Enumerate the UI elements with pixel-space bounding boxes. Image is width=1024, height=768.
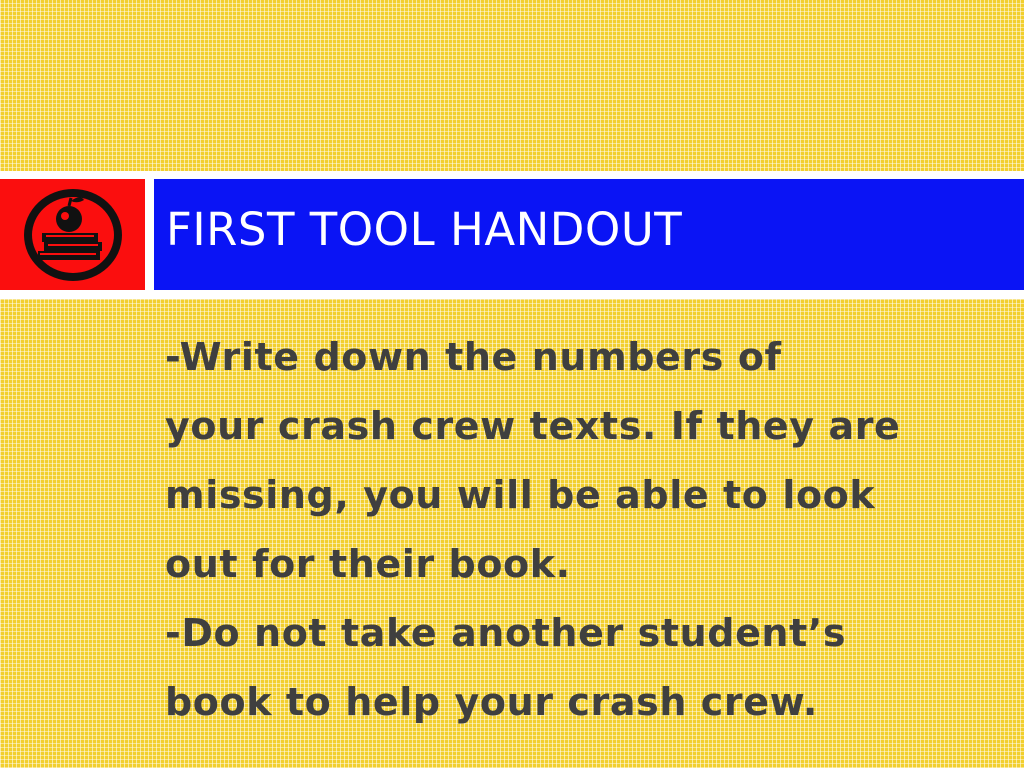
body-line: book to help your crash crew. — [165, 680, 818, 724]
body-line: -Write down the numbers of — [165, 335, 782, 379]
title-box — [154, 179, 1024, 290]
slide-body — [165, 323, 965, 737]
apple-and-books-icon — [20, 185, 126, 285]
slide-title: FIRST TOOL HANDOUT — [166, 203, 683, 256]
paragraph-write-down — [165, 323, 965, 599]
body-line: missing, you will be able to look — [165, 473, 876, 517]
paragraph-do-not-take — [165, 599, 965, 737]
body-line: -Do not take another student’s — [165, 611, 847, 655]
body-line: your crash crew texts. If they are — [165, 404, 901, 448]
logo-box — [0, 179, 145, 290]
body-line: out for their book. — [165, 542, 571, 586]
